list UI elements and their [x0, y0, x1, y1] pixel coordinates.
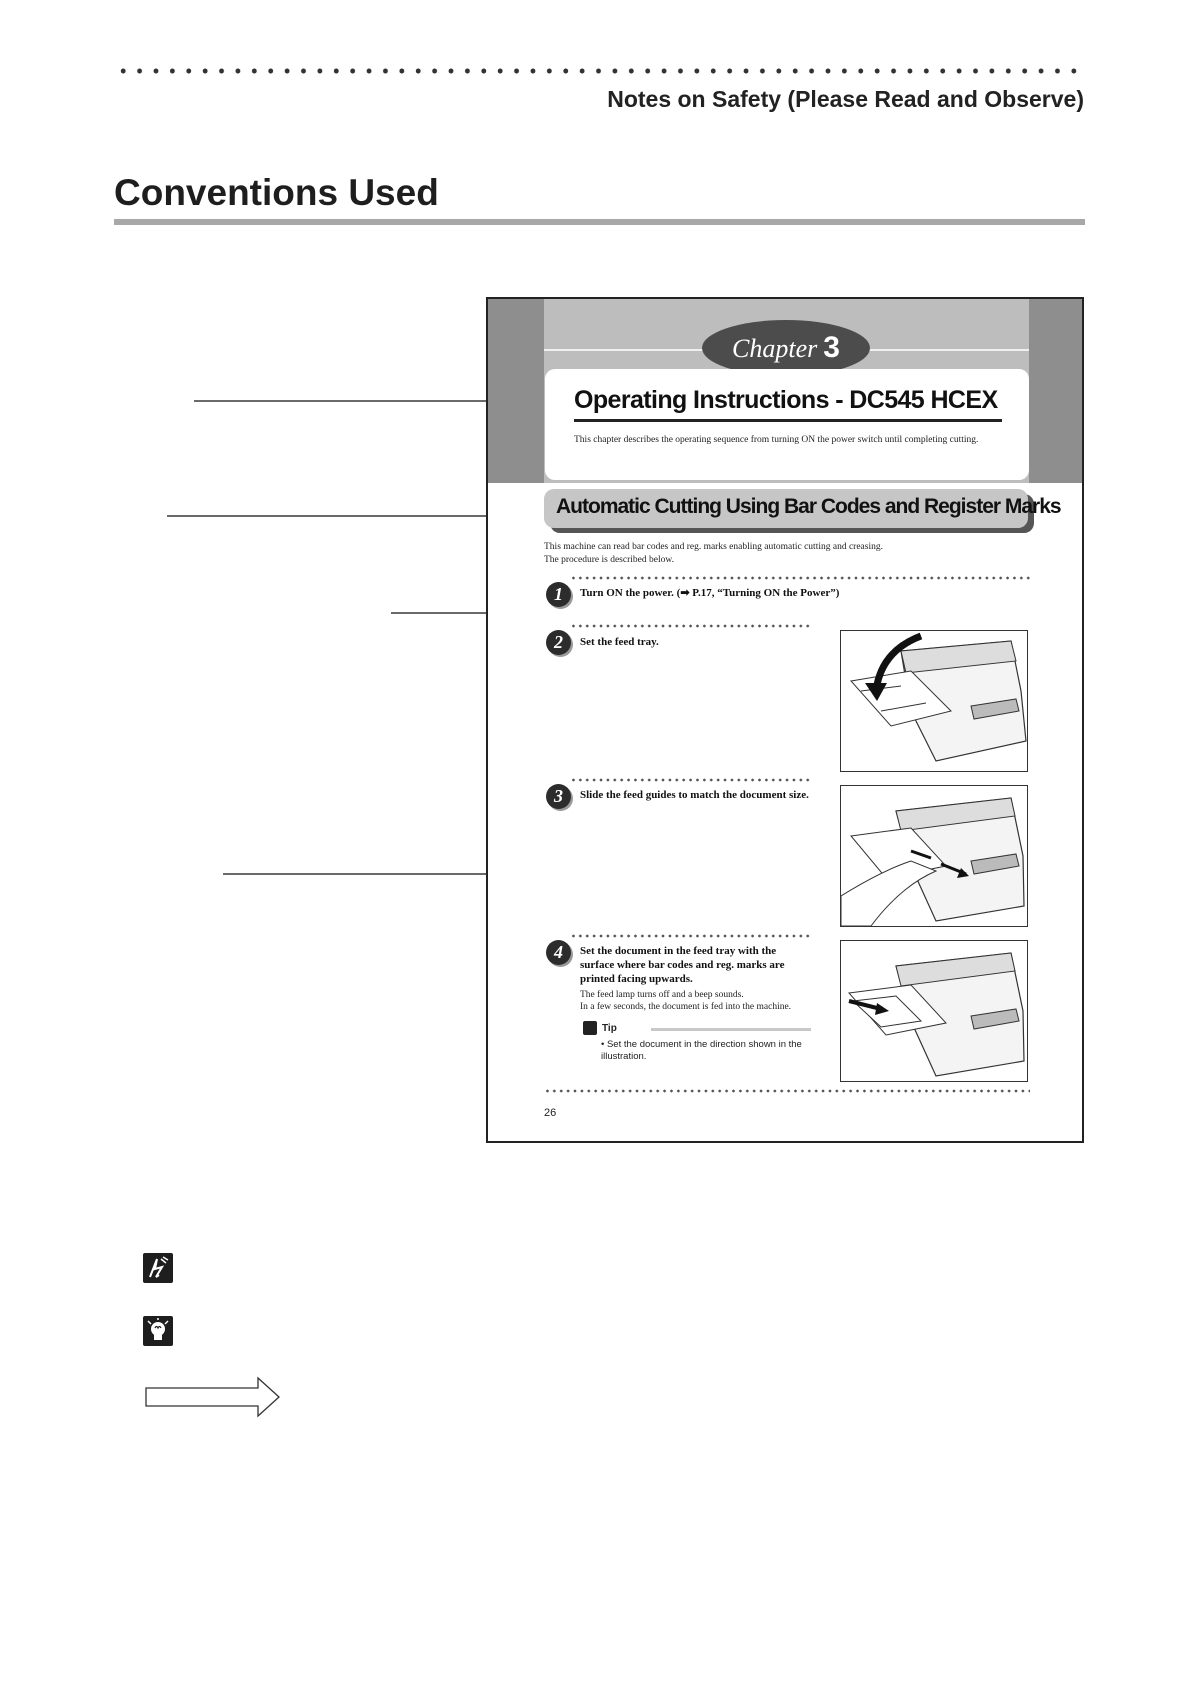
page-bottom-separator: [544, 1089, 1030, 1093]
step-number: 4: [546, 940, 571, 965]
tip-label: Tip: [602, 1023, 617, 1034]
step-number: 2: [546, 630, 571, 655]
section-title: Automatic Cutting Using Bar Codes and Register Marks: [556, 495, 1061, 518]
tip-text: • Set the document in the direction shown in the illustration.: [601, 1039, 802, 1062]
caution-icon: [143, 1253, 173, 1283]
step-separator: [570, 576, 1030, 580]
intro-line-1: This machine can read bar codes and reg. marks enabling automatic cutting and creasing.: [544, 542, 883, 552]
step-number: 1: [546, 582, 571, 607]
step-subtext: In a few seconds, the document is fed into the machine.: [580, 1002, 792, 1012]
tip-icon: [583, 1021, 597, 1035]
chapter-number: 3: [823, 331, 840, 364]
tip-icon: [143, 1316, 173, 1346]
section-intro: [544, 541, 1024, 567]
step-text: Set the document in the feed tray with the surface where bar codes and reg. marks are printed facing upwards.: [580, 945, 785, 985]
chapter-description: This chapter describes the operating sequence from turning ON the power switch until completing cutting.: [574, 435, 979, 445]
intro-line-2: The procedure is described below.: [544, 555, 674, 565]
page-title: Conventions Used: [114, 172, 439, 213]
step-text: Set the feed tray.: [580, 636, 659, 648]
tip-rule: [651, 1028, 811, 1031]
chapter-title-box: [545, 369, 1029, 480]
reference-arrow-icon: [145, 1376, 281, 1423]
step-number: 3: [546, 784, 571, 809]
sample-manual-page: [486, 297, 1084, 1143]
step-illustration-feed-tray: [840, 630, 1028, 772]
chapter-badge: [702, 320, 870, 376]
step-subtext: The feed lamp turns off and a beep sounds.: [580, 990, 744, 1000]
running-header: Notes on Safety (Please Read and Observe): [607, 86, 1084, 112]
title-underline: [114, 219, 1085, 225]
step-separator: [570, 624, 810, 628]
header-dotted-rule: [115, 67, 1080, 75]
chapter-word: Chapter: [732, 334, 818, 363]
chapter-title: Operating Instructions - DC545 HCEX: [574, 386, 998, 414]
step-text: Turn ON the power. (➡ P.17, “Turning ON the Power”): [580, 587, 840, 599]
page-number: 26: [544, 1107, 557, 1119]
step-illustration-feed-guides: [840, 785, 1028, 927]
step-text: Slide the feed guides to match the document size.: [580, 789, 809, 801]
step-illustration-set-document: [840, 940, 1028, 1082]
step-separator: [570, 778, 810, 782]
step-separator: [570, 934, 810, 938]
chapter-title-underline: [574, 419, 1002, 422]
